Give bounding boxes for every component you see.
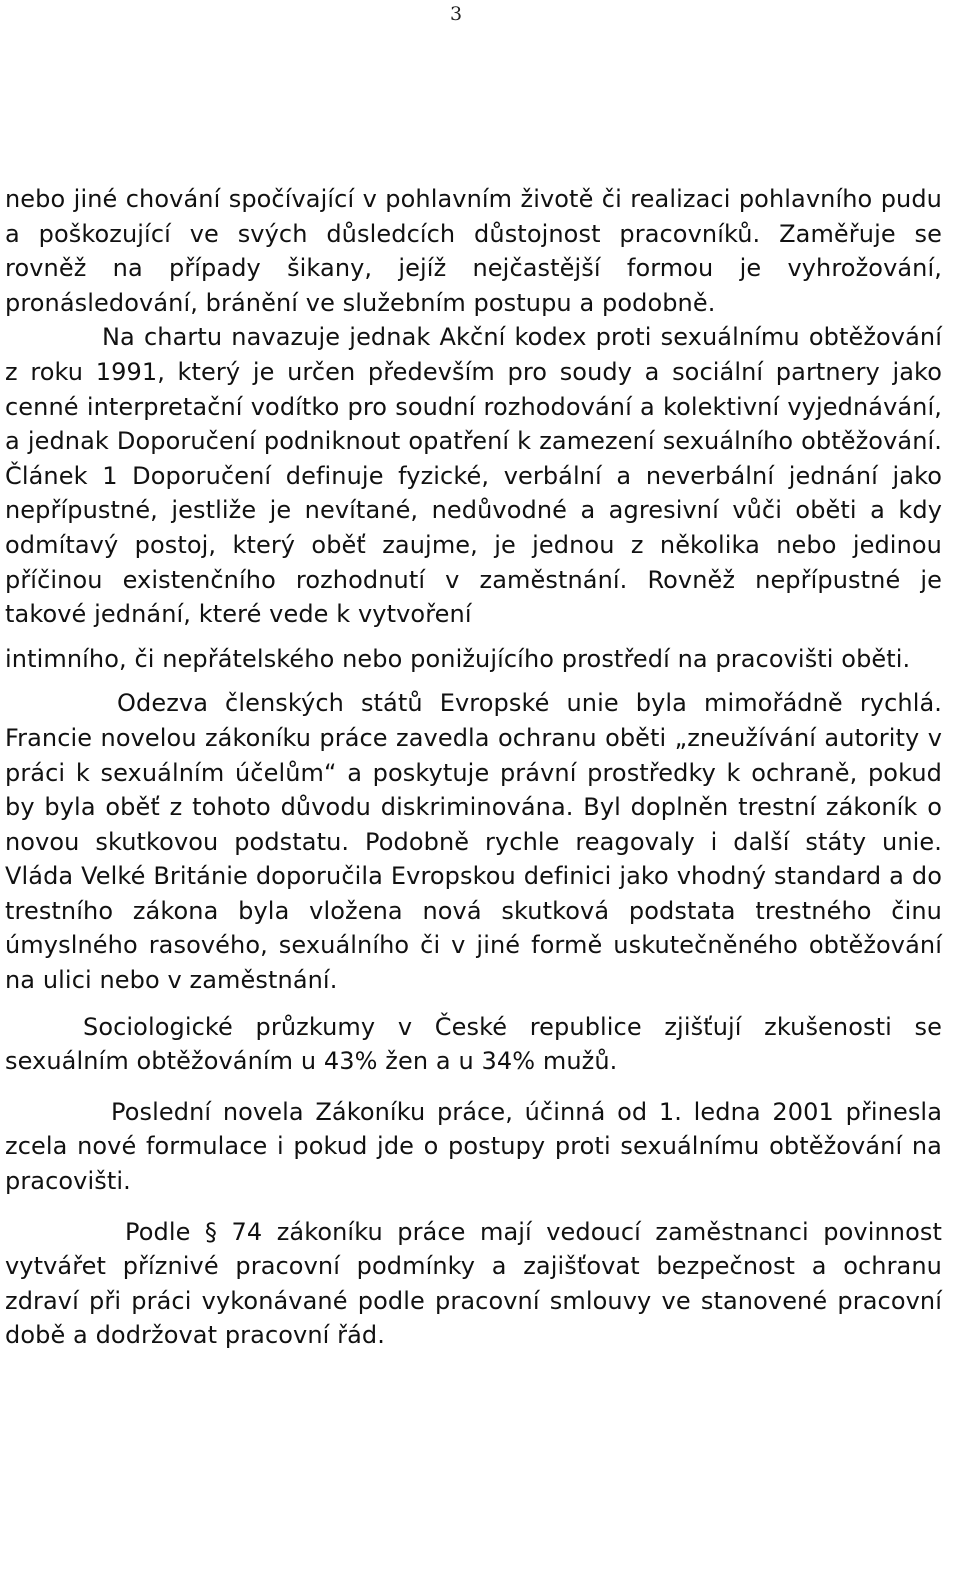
document-body <box>5 182 942 1353</box>
paragraph-2: Na chartu navazuje jednak Akční kodex proti sexuálnímu obtěžování z roku 1991, který je určen především pro soudy a sociální partnery jako cenné interpretační vodítko pro soudní rozhodování a kolektivní vyjednávání, a jednak Doporučení podniknout opatření k zamezení sexuálního obtěžování. Článek 1 Doporučení definuje fyzické, verbální a neverbální jednání jako nepřípustné, jestliže je nevítané, nedůvodné a agresivní vůči oběti a kdy odmítavý postoj, který oběť zaujme, je jednou z několika nebo jedinou příčinou existenčního rozhodnutí v zaměstnání. Rovněž nepřípustné je takové jednání, které vede k vytvoření <box>5 323 942 629</box>
paragraph-5: Sociologické průzkumy v České republice zjišťují zkušenosti se sexuálním obtěžováním u 43% žen a u 34% mužů. <box>5 1012 942 1076</box>
paragraph-7: Podle § 74 zákoníku práce mají vedoucí zaměstnanci povinnost vytvářet příznivé pracovní podmínky a zajišťovat bezpečnost a ochranu zdraví při práci vykonávané podle pracovní smlouvy ve stanovené pracovní době a dodržovat pracovní řád. <box>5 1217 942 1350</box>
paragraph-4: Odezva členských států Evropské unie byla mimořádně rychlá. Francie novelou zákoníku práce zavedla ochranu oběti „zneužívání autority v práci k sexuálním účelům“ a poskytuje právní prostředky k ochraně, pokud by byla oběť z tohoto důvodu diskriminována. Byl doplněn trestní zákoník o novou skutkovou podstatu. Podobně rychle reagovaly i další státy unie. Vláda Velké Británie doporučila Evropskou definici jako vhodný standard a do trestního zákona byla vložena nová skutková podstata trestného činu úmyslného rasového, sexuálního či v jiné formě uskutečněného obtěžování na ulici nebo v zaměstnání. <box>5 689 942 995</box>
page-number: 3 <box>449 3 463 25</box>
paragraph-3: intimního, či nepřátelského nebo ponižujícího prostředí na pracovišti oběti. <box>5 644 911 673</box>
paragraph-6: Poslední novela Zákoníku práce, účinná od 1. ledna 2001 přinesla zcela nové formulace i pokud jde o postupy proti sexuálnímu obtěžování na pracovišti. <box>5 1097 942 1196</box>
paragraph-1: nebo jiné chování spočívající v pohlavním životě či realizaci pohlavního pudu a poškozující ve svých důsledcích důstojnost pracovníků. Zaměřuje se rovněž na případy šikany, jejíž nejčastější formou je vyhrožování, pronásledování, bránění ve služebním postupu a podobně. <box>5 185 942 317</box>
